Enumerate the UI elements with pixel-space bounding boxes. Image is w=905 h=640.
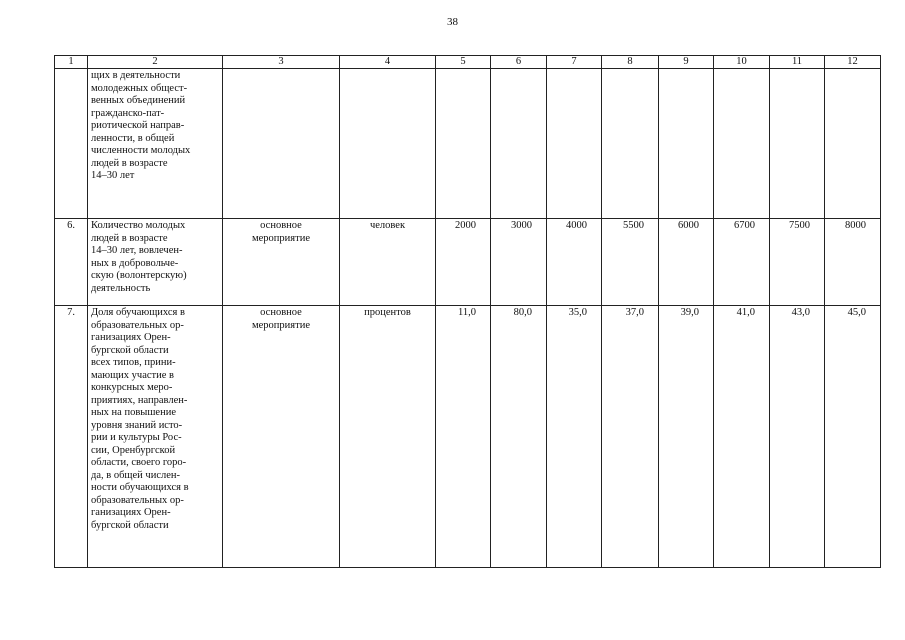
value-cell: 7500 [770, 219, 825, 306]
indicator-name: щих в деятельности молодежных общест- венных объединений гражданско-пат- риотической направ- ленности, в общей численности молодых людей в возрасте 14–30 лет [88, 69, 223, 219]
value-cell: 39,0 [659, 306, 714, 568]
indicator-unit: процентов [340, 306, 436, 568]
column-header: 5 [436, 56, 491, 69]
value-cell [547, 69, 602, 219]
column-header: 11 [770, 56, 825, 69]
value-cell: 37,0 [602, 306, 659, 568]
table-row [55, 69, 881, 219]
indicator-type: основное мероприятие [223, 306, 340, 568]
page-number: 38 [447, 16, 458, 28]
indicator-type [223, 69, 340, 219]
column-header: 4 [340, 56, 436, 69]
value-cell: 3000 [491, 219, 547, 306]
table-row [55, 219, 881, 306]
column-header: 3 [223, 56, 340, 69]
column-header: 12 [825, 56, 881, 69]
value-cell: 11,0 [436, 306, 491, 568]
indicator-name: Количество молодых людей в возрасте 14–30 лет, вовлечен- ных в добровольче- скую (волонтерскую) деятельность [88, 219, 223, 306]
value-cell: 8000 [825, 219, 881, 306]
table-row [55, 306, 881, 568]
value-cell [436, 69, 491, 219]
value-cell: 43,0 [770, 306, 825, 568]
value-cell [659, 69, 714, 219]
row-number: 7. [55, 306, 88, 568]
value-cell: 80,0 [491, 306, 547, 568]
column-header: 9 [659, 56, 714, 69]
column-header: 10 [714, 56, 770, 69]
row-number [55, 69, 88, 219]
column-header: 1 [55, 56, 88, 69]
column-header: 8 [602, 56, 659, 69]
value-cell: 41,0 [714, 306, 770, 568]
value-cell [602, 69, 659, 219]
indicator-name: Доля обучающихся в образовательных ор- ганизациях Орен- бургской области всех типов, прини- мающих участие в конкурсных меро- приятиях, направлен- ных на повышение уровня знаний исто- рии и культуры Рос- сии, Оренбургской области, своего горо- да, в общей числен- ности обучающихся в образовательных ор- ганизациях Орен- бургской области [88, 306, 223, 568]
value-cell: 6000 [659, 219, 714, 306]
row-number: 6. [55, 219, 88, 306]
header-row [55, 56, 881, 69]
indicator-type: основное мероприятие [223, 219, 340, 306]
value-cell [714, 69, 770, 219]
value-cell: 2000 [436, 219, 491, 306]
indicator-unit [340, 69, 436, 219]
value-cell: 35,0 [547, 306, 602, 568]
column-header: 2 [88, 56, 223, 69]
value-cell [825, 69, 881, 219]
column-header: 7 [547, 56, 602, 69]
value-cell [491, 69, 547, 219]
value-cell: 45,0 [825, 306, 881, 568]
value-cell: 6700 [714, 219, 770, 306]
column-header: 6 [491, 56, 547, 69]
value-cell [770, 69, 825, 219]
value-cell: 5500 [602, 219, 659, 306]
indicators-table [54, 55, 881, 568]
indicator-unit: человек [340, 219, 436, 306]
value-cell: 4000 [547, 219, 602, 306]
